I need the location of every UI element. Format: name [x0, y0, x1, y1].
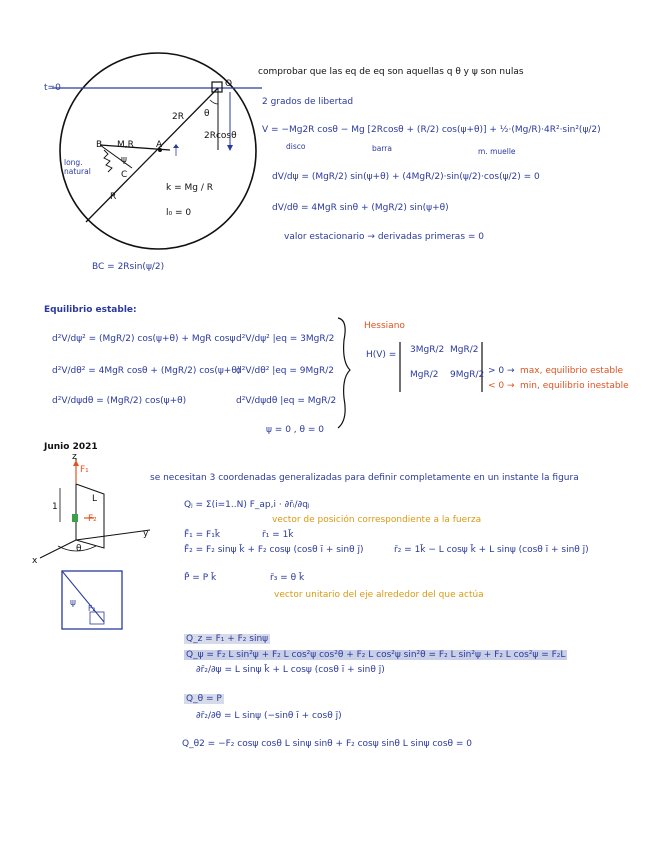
dof-text: 2 grados de libertad: [262, 97, 354, 107]
dr2-dpsi: ∂r̄₂/∂ψ = L sinψ k̄ + L cosψ (cosθ ī + sinθ j̄): [196, 665, 385, 675]
label-barra: barra: [372, 144, 392, 153]
max-stable: max, equilibrio estable: [520, 366, 624, 376]
point-O-label: O: [225, 79, 233, 89]
sec3-title: Junio 2021: [44, 442, 98, 452]
d2V-dpsi2: d²V/dψ² = (MgR/2) cos(ψ+θ) + MgR cosψ: [52, 334, 236, 344]
eq-condition: ψ = 0 , θ = 0: [266, 425, 325, 435]
hessian-title: Hessiano: [364, 321, 405, 331]
Qpsi-equation: Q_ψ = F₂ L sin²ψ + F₂ L cos²ψ cos²θ + F₂ L cos²ψ sin²θ = F₂ L sin²ψ + F₂ L cos²ψ = F₂L: [186, 650, 566, 660]
lt-zero: < 0 →: [488, 381, 515, 391]
gt-zero: > 0 →: [488, 366, 515, 376]
fig-theta-label: θ: [76, 544, 82, 554]
hessian-label: H(V) =: [366, 350, 397, 360]
Qj-equation: Qⱼ = Σ(i=1..N) F_ap,i · ∂r̄ᵢ/∂qⱼ: [184, 500, 310, 510]
bc-equation: BC = 2Rsin(ψ/2): [92, 262, 165, 272]
fig-1-label: 1: [52, 502, 58, 512]
stationary-text: valor estacionario → derivadas primeras = 0: [284, 232, 485, 242]
square-psi-label: ψ: [70, 598, 76, 608]
k-equation: k = Mg / R: [166, 183, 213, 193]
square-diagonal: [62, 571, 104, 622]
theta-label: θ: [204, 109, 210, 119]
P-vector: P̄ = P k̄: [184, 573, 217, 583]
fig-z-label: z: [72, 452, 77, 462]
fig-F2-label: F₂: [88, 514, 97, 524]
r1-vector: r̄₁ = 1k̄: [262, 530, 294, 540]
d2V-dtheta2-eq: d²V/dθ² |eq = 9MgR/2: [236, 366, 334, 376]
Qz-equation: Q_z = F₁ + F₂ sinψ: [186, 634, 269, 644]
B-label: B: [96, 140, 103, 150]
twoRcos-label: 2Rcosθ: [204, 131, 237, 141]
position-vector-note: vector de posición correspondiente a la fuerza: [272, 515, 482, 525]
sec2-title: Equilibrio estable:: [44, 305, 137, 315]
square-F-label: F₂: [88, 604, 96, 613]
generalized-sentence: se necesitan 3 coordenadas generalizadas para definir completamente en un instante la figura: [150, 473, 579, 483]
matrix-m12: MgR/2: [450, 345, 479, 355]
dV-dpsi-equation: dV/dψ = (MgR/2) sin(ψ+θ) + (4MgR/2)·sin(ψ/2)·cos(ψ/2) = 0: [272, 172, 540, 182]
fig-y-label: y: [143, 529, 149, 539]
R-label: R: [110, 192, 117, 202]
fig-x-label: x: [32, 556, 38, 566]
MR-label: M,R: [117, 140, 134, 150]
fig-L-label: L: [92, 494, 98, 504]
label-muelle: m. muelle: [478, 147, 516, 156]
d2V-dpsidtheta-eq: d²V/dψdθ |eq = MgR/2: [236, 396, 337, 406]
d2V-dtheta2: d²V/dθ² = 4MgR cosθ + (MgR/2) cos(ψ+θ): [52, 366, 241, 376]
l0-equation: l₀ = 0: [166, 208, 192, 218]
potential-equation: V = −Mg2R cosθ − Mg [2Rcosθ + (R/2) cos(ψ+θ)] + ½·(Mg/R)·4R²·sin²(ψ/2): [262, 125, 601, 135]
sec1-title: comprobar que las eq de eq son aquellas q θ y ψ son nulas: [258, 67, 524, 77]
matrix-m11: 3MgR/2: [410, 345, 445, 355]
r3-vector: r̄₃ = θ k̄: [270, 573, 305, 583]
F1-vector: F̄₁ = F₁k̄: [184, 530, 221, 540]
matrix-m21: MgR/2: [410, 370, 439, 380]
min-unstable: min, equilibrio inestable: [520, 381, 629, 391]
dV-dtheta-equation: dV/dθ = 4MgR sinθ + (MgR/2) sin(ψ+θ): [272, 203, 449, 213]
A-label: A: [156, 140, 163, 150]
twoR-label: 2R: [172, 112, 184, 122]
unit-vector-note: vector unitario del eje alrededor del que actúa: [274, 590, 484, 600]
F2-vector: F̄₂ = F₂ sinψ k̄ + F₂ cosψ (cosθ ī + sinθ j̄): [184, 545, 364, 555]
green-marker: [72, 514, 78, 522]
t0-label: t=0: [44, 83, 61, 93]
psi-label: ψ: [121, 155, 127, 165]
fig-F1-label: F₁: [80, 465, 89, 475]
d2V-dpsidtheta: d²V/dψdθ = (MgR/2) cos(ψ+θ): [52, 396, 187, 406]
Qtheta2-equation: Q_θ2 = −F₂ cosψ cosθ L sinψ sinθ + F₂ cosψ sinθ L sinψ cosθ = 0: [182, 739, 472, 749]
Qtheta-equation: Q_θ = P: [186, 694, 222, 704]
C-label: C: [121, 170, 128, 180]
label-disco: disco: [286, 142, 306, 151]
r2-vector: r̄₂ = 1k̄ − L cosψ k̄ + L sinψ (cosθ ī + sinθ j̄): [394, 545, 589, 555]
long-natural-label: long. natural: [64, 158, 91, 176]
d2V-dpsi2-eq: d²V/dψ² |eq = 3MgR/2: [236, 334, 335, 344]
dr2-dtheta: ∂r̄₂/∂θ = L sinψ (−sinθ ī + cosθ j̄): [196, 711, 342, 721]
matrix-m22: 9MgR/2: [450, 370, 485, 380]
